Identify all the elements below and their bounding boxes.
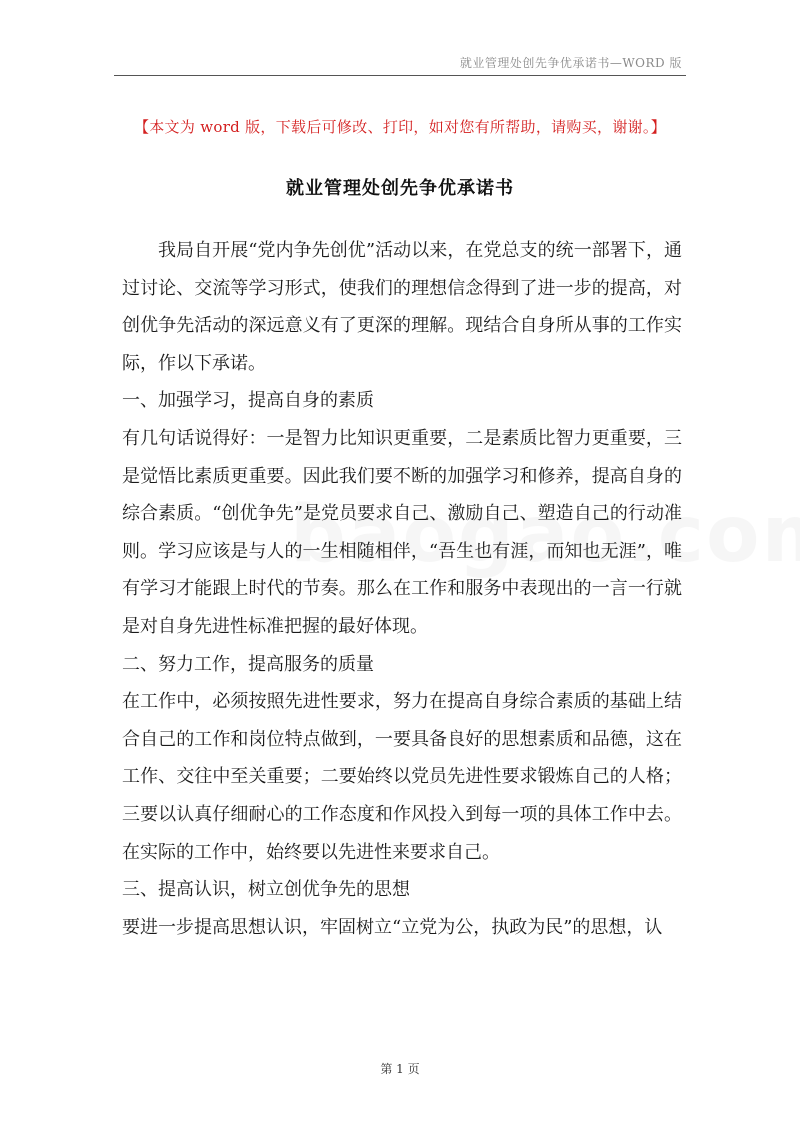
intro-paragraph: 我局自开展“党内争先创优”活动以来，在党总支的统一部署下，通过讨论、交流等学习形式，使我们的理想信念得到了进一步的提高，对创优争先活动的深远意义有了更深的理解。现结合自身所从事的工作实际，作以下承诺。 xyxy=(122,240,682,374)
section-heading-1: 一、加强学习，提高自身的素质 xyxy=(122,390,374,412)
document-title: 就业管理处创先争优承诺书 xyxy=(286,178,514,199)
section-2-paragraph: 在工作中，必须按照先进性要求，努力在提高自身综合素质的基础上结合自己的工作和岗位特点做到，一要具备良好的思想素质和品德，这在工作、交往中至关重要；二要始终以党员先进性要求锻炼自己的人格；三要以认真仔细耐心的工作态度和作风投入到每一项的具体工作中去。在实际的工作中，始终要以先进性来要求自己。 xyxy=(122,691,682,863)
download-notice: 【本文为 word 版，下载后可修改、打印，如对您有所帮助，请购买，谢谢。】 xyxy=(133,118,667,136)
header-divider xyxy=(114,75,686,76)
running-header: 就业管理处创先争优承诺书—WORD 版 xyxy=(459,56,682,70)
section-heading-3: 三、提高认识，树立创优争先的思想 xyxy=(122,879,410,901)
section-3-paragraph: 要进一步提高思想认识，牢固树立“立党为公，执政为民”的思想，认 xyxy=(122,916,663,938)
page-number: 第 1 页 xyxy=(380,1062,420,1076)
section-heading-2: 二、努力工作，提高服务的质量 xyxy=(122,653,374,675)
document-body xyxy=(122,232,682,946)
section-1-paragraph: 有几句话说得好：一是智力比知识更重要，二是素质比智力更重要，三是觉悟比素质更重要。因此我们要不断的加强学习和修养，提高自身的综合素质。“创优争先”是党员要求自己、激励自己、塑造自己的行动准则。学习应该是与人的一生相随相伴，“吾生也有涯，而知也无涯”，唯有学习才能跟上时代的节奏。那么在工作和服务中表现出的一言一行就是对自身先进性标准把握的最好体现。 xyxy=(122,427,682,637)
